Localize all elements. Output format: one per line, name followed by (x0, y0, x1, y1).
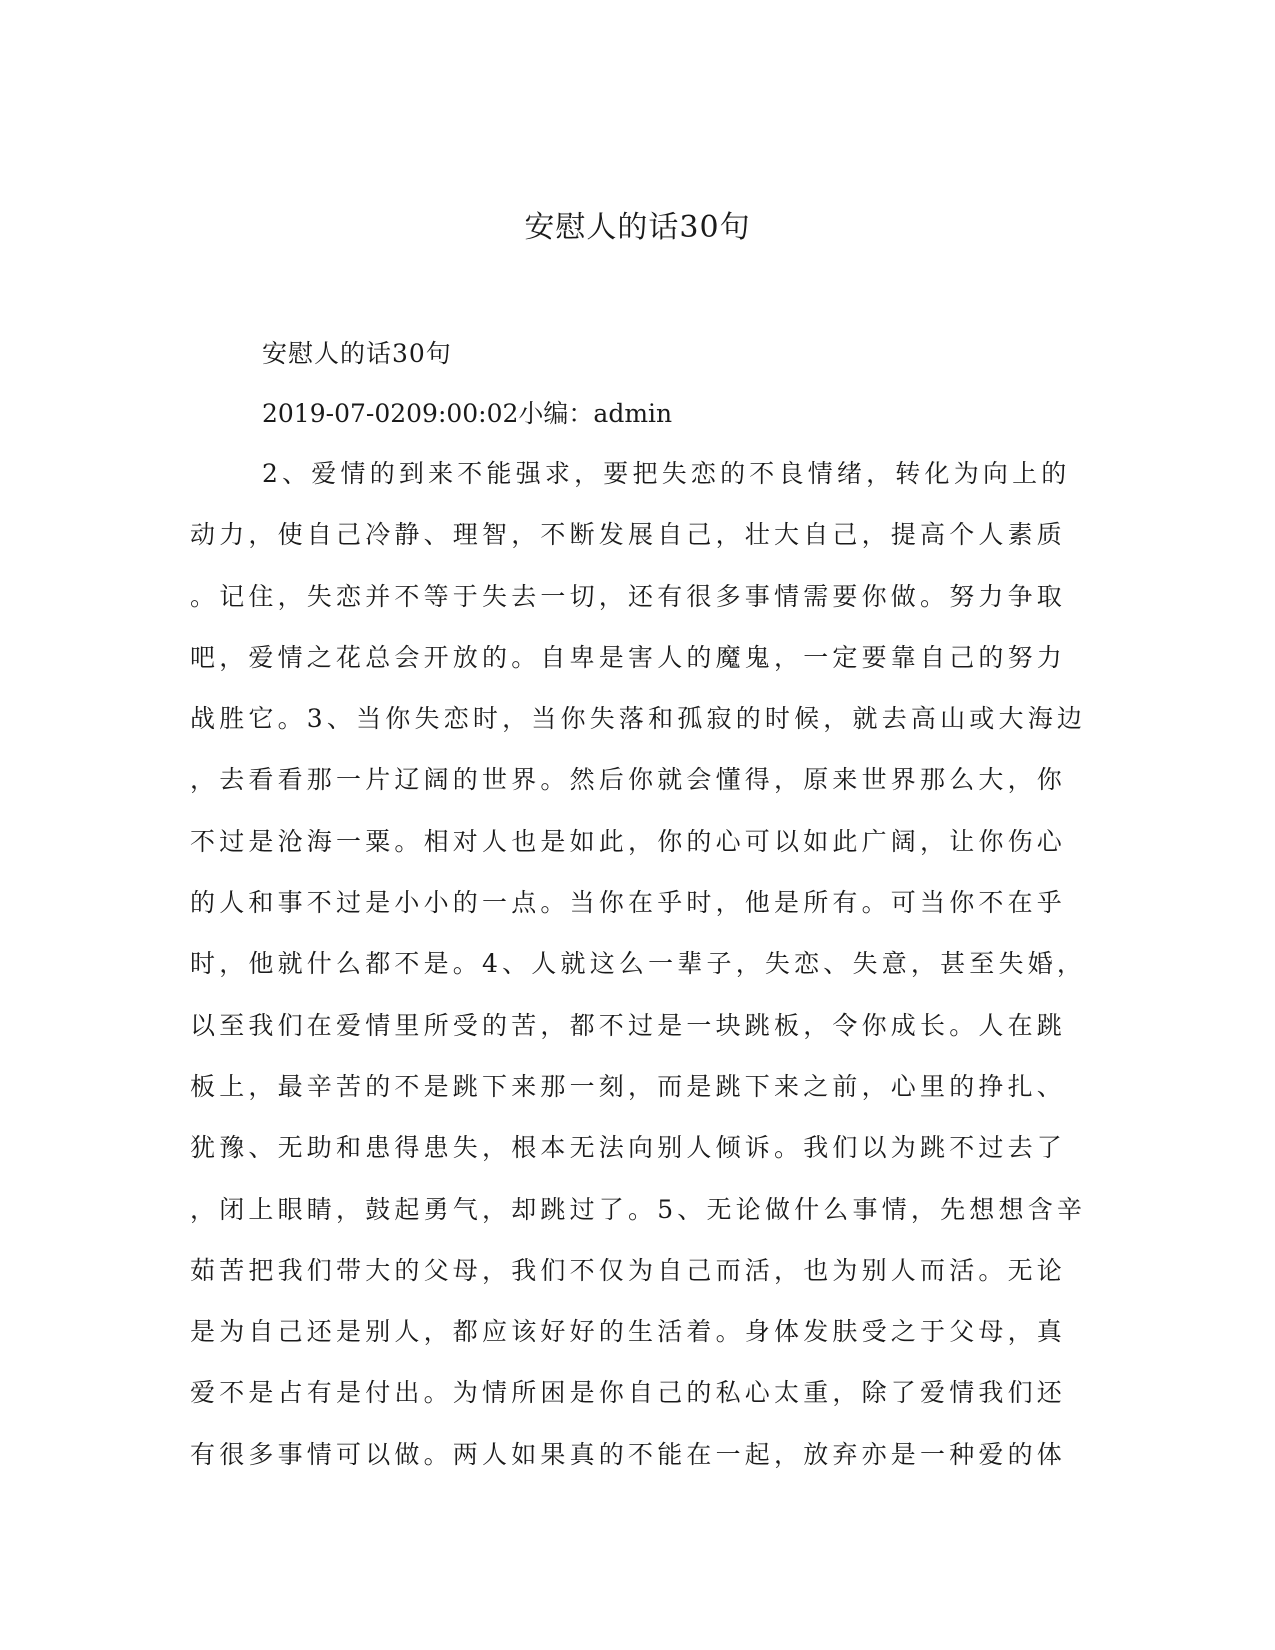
body-line: 。记住，失恋并不等于失去一切，还有很多事情需要你做。努力争取 (190, 581, 1067, 611)
article-body (190, 456, 1090, 1498)
body-line: ，闭上眼睛，鼓起勇气，却跳过了。5、无论做什么事情，先想想含辛 (190, 1194, 1087, 1224)
body-line: ，去看看那一片辽阔的世界。然后你就会懂得，原来世界那么大，你 (190, 765, 1067, 795)
body-line: 2、爱情的到来不能强求，要把失恋的不良情绪，转化为向上的 (262, 459, 1071, 488)
body-line: 的人和事不过是小小的一点。当你在乎时，他是所有。可当你不在乎 (190, 888, 1067, 918)
body-line: 以至我们在爱情里所受的苦，都不过是一块跳板，令你成长。人在跳 (190, 1010, 1067, 1040)
article-date-author: 2019-07-0209:00:02小编：admin (262, 399, 673, 428)
body-line: 有很多事情可以做。两人如果真的不能在一起，放弃亦是一种爱的体 (190, 1439, 1067, 1469)
body-line: 不过是沧海一粟。相对人也是如此，你的心可以如此广阔，让你伤心 (190, 826, 1067, 856)
body-line: 动力，使自己冷静、理智，不断发展自己，壮大自己，提高个人素质 (190, 520, 1067, 550)
body-line: 战胜它。3、当你失恋时，当你失落和孤寂的时候，就去高山或大海边 (190, 704, 1087, 734)
body-line: 板上，最辛苦的不是跳下来那一刻，而是跳下来之前，心里的挣扎、 (190, 1071, 1067, 1101)
body-line: 是为自己还是别人，都应该好好的生活着。身体发肤受之于父母，真 (190, 1317, 1067, 1347)
article-subtitle: 安慰人的话30句 (262, 339, 452, 368)
body-line: 吧，爱情之花总会开放的。自卑是害人的魔鬼，一定要靠自己的努力 (190, 642, 1067, 672)
body-line: 茹苦把我们带大的父母，我们不仅为自己而活，也为别人而活。无论 (190, 1255, 1067, 1285)
body-line: 犹豫、无助和患得患失，根本无法向别人倾诉。我们以为跳不过去了 (190, 1133, 1067, 1163)
body-line: 时，他就什么都不是。4、人就这么一辈子，失恋、失意，甚至失婚， (190, 949, 1087, 979)
body-line: 爱不是占有是付出。为情所困是你自己的私心太重，除了爱情我们还 (190, 1378, 1067, 1408)
document-title: 安慰人的话30句 (524, 210, 751, 245)
